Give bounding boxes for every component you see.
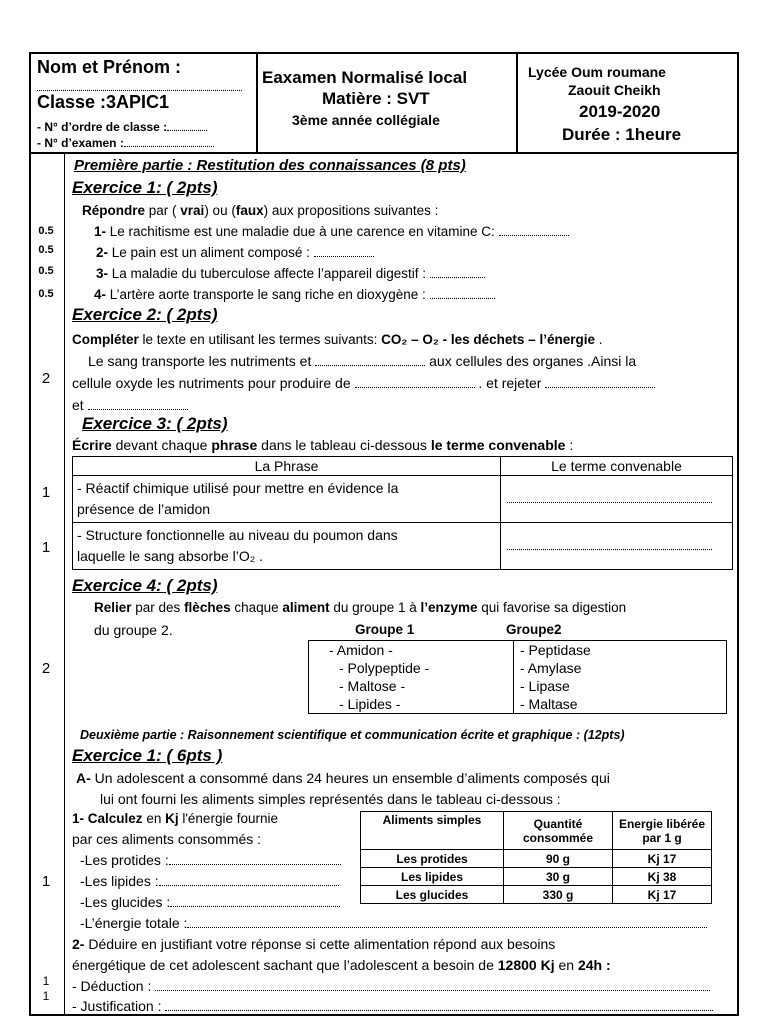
ex1-score-4: 0.5 <box>38 288 54 300</box>
ex1-instruction: Répondre par ( vrai) ou (faux) aux propositions suivantes : <box>82 203 439 218</box>
ex4-instruction: Relier par des flèches chaque aliment du groupe 1 à l’enzyme qui favorise sa digestion <box>94 600 627 615</box>
g2-item: - Peptidase <box>520 642 591 658</box>
row-lipides-qty: 30 g <box>504 868 613 886</box>
row-lipides-energy: Kj 38 <box>613 868 712 886</box>
groupe2-title: Groupe2 <box>506 622 562 637</box>
annee: 2019-2020 <box>579 102 661 121</box>
examen-label: - N° d’examen : <box>37 136 214 150</box>
protides-line: -Les protides : <box>80 852 341 868</box>
groupe1-title: Groupe 1 <box>355 622 415 637</box>
aliments-table <box>360 811 712 904</box>
ex3-title: Exercice 3: ( 2pts) <box>82 414 228 433</box>
q2-line-1: 2- Déduire en justifiant votre réponse si cette alimentation répond aux besoins <box>72 936 556 952</box>
ex4-title: Exercice 4: ( 2pts) <box>72 576 218 595</box>
ex1-item-1: 1- Le rachitisme est une maladie due à une carence en vitamine C: <box>94 224 569 239</box>
row-lipides-name: Les lipides <box>361 868 504 886</box>
ex3-col-terme: Le terme convenable <box>501 457 733 476</box>
row-glucides-qty: 330 g <box>504 886 613 904</box>
ex1-score-1: 0.5 <box>38 225 54 237</box>
ex1-title: Exercice 1: ( 2pts) <box>72 178 218 197</box>
g1-item: - Polypeptide - <box>309 659 514 677</box>
ex2-line-1: Le sang transporte les nutriments et aux cellules des organes .Ainsi la <box>88 353 637 369</box>
ex2-score: 2 <box>41 370 51 387</box>
ville: Zaouit Cheikh <box>568 82 661 98</box>
aliments-header-3: Energie libérée par 1 g <box>613 812 712 850</box>
q2-score-2: 1 <box>42 989 50 1003</box>
exam-title: Eaxamen Normalisé local <box>262 68 468 87</box>
glucides-line: -Les glucides : <box>80 894 340 910</box>
g1-item: - Lipides - <box>309 695 514 714</box>
nom-dots <box>37 80 242 91</box>
ex1-score-3: 0.5 <box>38 265 54 277</box>
ex3-table <box>72 456 733 570</box>
ex1-item-2: 2- Le pain est un aliment composé : <box>96 245 374 260</box>
row-glucides-energy: Kj 17 <box>613 886 712 904</box>
nom-label: Nom et Prénom : <box>37 57 182 77</box>
g2-item: - Maltase <box>520 696 578 712</box>
ordre-label: - N° d’ordre de classe : <box>37 120 207 134</box>
ex3-row-2-answer[interactable] <box>501 523 733 570</box>
score-column-line <box>64 153 65 1016</box>
q1-line-1: 1- Calculez en Kj l'énergie fournie <box>72 811 278 826</box>
ex2-title: Exercice 2: ( 2pts) <box>72 305 218 324</box>
energie-totale-line: -L’énergie totale : <box>80 915 707 931</box>
g2-item: - Lipase <box>520 678 570 694</box>
duree: Durée : 1heure <box>562 125 682 144</box>
row-protides-name: Les protides <box>361 850 504 868</box>
ex3-score-1: 1 <box>41 484 51 501</box>
ex3-col-phrase: La Phrase <box>73 457 501 476</box>
ex3-row-2-phrase: - Structure fonctionnelle au niveau du poumon dans laquelle le sang absorbe l’O₂ . <box>73 523 501 570</box>
matiere: Matière : SVT <box>322 89 430 108</box>
p2-a-line-2: lui ont fourni les aliments simples représentés dans le tableau ci-dessous : <box>100 791 561 807</box>
groupes-table <box>308 640 727 714</box>
deduction-line: - Déduction : <box>72 978 710 994</box>
ex3-instruction: Écrire devant chaque phrase dans le tableau ci-dessous le terme convenable : <box>72 437 574 453</box>
ex4-instruction-2: du groupe 2. <box>94 622 173 638</box>
classe-label: Classe :3APIC1 <box>37 92 170 112</box>
lycee: Lycée Oum roumane <box>528 64 666 80</box>
ex3-row-1-answer[interactable] <box>501 476 733 523</box>
aliments-header-1: Aliments simples <box>361 812 504 850</box>
g1-item: - Maltose - <box>309 677 514 695</box>
q2-score-1: 1 <box>42 974 50 988</box>
part2-title: Deuxième partie : Raisonnement scientifique et communication écrite et graphique : (12pts) <box>80 728 625 742</box>
row-protides-energy: Kj 17 <box>613 850 712 868</box>
header-divider-1 <box>256 52 258 152</box>
p2-ex1-title: Exercice 1: ( 6pts ) <box>72 746 223 765</box>
ex4-score: 2 <box>41 660 51 677</box>
p2-a-line-1: A- Un adolescent a consommé dans 24 heures un ensemble d’aliments composés qui <box>76 770 610 786</box>
ex1-item-3: 3- La maladie du tuberculose affecte l’appareil digestif : <box>96 266 485 281</box>
part1-title: Première partie : Restitution des connaissances (8 pts) <box>74 157 466 174</box>
ex1-item-4: 4- L’artère aorte transporte le sang riche en dioxygène : <box>94 287 495 302</box>
g1-item: - Amidon - <box>309 641 514 660</box>
header-bottom-line <box>29 152 739 154</box>
aliments-header-2: Quantité consommée <box>504 812 613 850</box>
g2-item: - Amylase <box>520 660 582 676</box>
row-glucides-name: Les glucides <box>361 886 504 904</box>
ex1-score-2: 0.5 <box>38 244 54 256</box>
q1-score: 1 <box>41 873 51 890</box>
niveau: 3ème année collégiale <box>292 112 440 128</box>
header-divider-2 <box>516 52 518 152</box>
ex2-instruction: Compléter le texte en utilisant les termes suivants: CO₂ – O₂ - les déchets – l’énergie . <box>72 332 603 347</box>
q2-line-2: énergétique de cet adolescent sachant que l’adolescent a besoin de 12800 Kj en 24h : <box>72 957 611 973</box>
lipides-line: -Les lipides : <box>80 873 339 889</box>
ex2-line-3: et <box>72 397 188 413</box>
ex2-line-2: cellule oxyde les nutriments pour produire de . et rejeter <box>72 375 655 391</box>
row-protides-qty: 90 g <box>504 850 613 868</box>
ex3-score-2: 1 <box>41 539 51 556</box>
ex3-row-1-phrase: - Réactif chimique utilisé pour mettre en évidence la présence de l’amidon <box>73 476 501 523</box>
q1-line-2: par ces aliments consommés : <box>72 831 262 847</box>
justification-line: - Justification : <box>72 998 713 1014</box>
